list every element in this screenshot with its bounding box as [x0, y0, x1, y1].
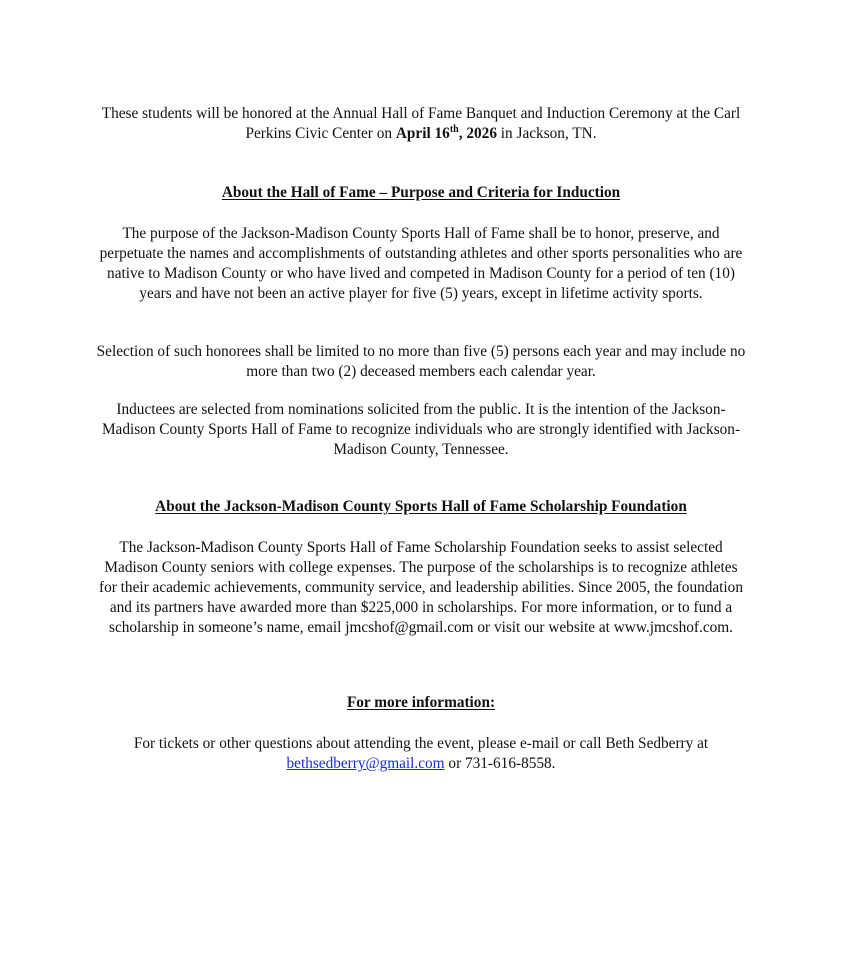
more-info-text: For tickets or other questions about attending the event, please e-mail or call Beth Sedberry at [133, 735, 709, 752]
scholarship-heading: About the Jackson-Madison County Sports Hall of Fame Scholarship Foundation [155, 498, 687, 515]
event-date [396, 125, 497, 142]
intro-paragraph [95, 104, 747, 144]
intro-text: These students will be honored at the Annual Hall of Fame Banquet and Induction Ceremony at the Carl Perkins Civic Center on [101, 105, 741, 142]
more-info-paragraph [95, 734, 747, 774]
purpose-paragraph: The purpose of the Jackson-Madison County Sports Hall of Fame shall be to honor, preserve, and perpetuate the names and accomplishments of outstanding athletes and other sports personalities who are native to Madison County or who have lived and competed in Madison County for a period of ten (10) years and have not been an active player for five (5) years, except in lifetime activity sports. [99, 225, 743, 302]
event-date-suffix: th [449, 124, 459, 135]
inductees-paragraph: Inductees are selected from nominations solicited from the public. It is the intention of the Jackson-Madison County Sports Hall of Fame to recognize individuals who are strongly identified with Jackson-Madison County, Tennessee. [101, 401, 741, 458]
more-info-heading: For more information: [346, 694, 496, 711]
intro-location: in Jackson, TN. [496, 125, 597, 142]
event-date-year: , 2026 [458, 125, 497, 142]
selection-paragraph: Selection of such honorees shall be limited to no more than five (5) persons each year and may include no more than two (2) deceased members each calendar year. [96, 343, 746, 380]
event-date-day: April 16 [395, 125, 450, 142]
contact-phone: or 731-616-8558. [444, 755, 556, 772]
contact-email-link[interactable]: bethsedberry@gmail.com [286, 755, 445, 772]
scholarship-paragraph: The Jackson-Madison County Sports Hall of Fame Scholarship Foundation seeks to assist selected Madison County seniors with college expenses. The purpose of the scholarships is to recognize athletes for their academic achievements, community service, and leadership abilities. Since 2005, the foundation and its partners have awarded more than $225,000 in scholarships. For more information, or to fund a scholarship in someone’s name, email jmcshof@gmail.com or visit our website at www.jmcshof.com. [99, 539, 743, 636]
hall-of-fame-heading: About the Hall of Fame – Purpose and Criteria for Induction [221, 184, 621, 201]
